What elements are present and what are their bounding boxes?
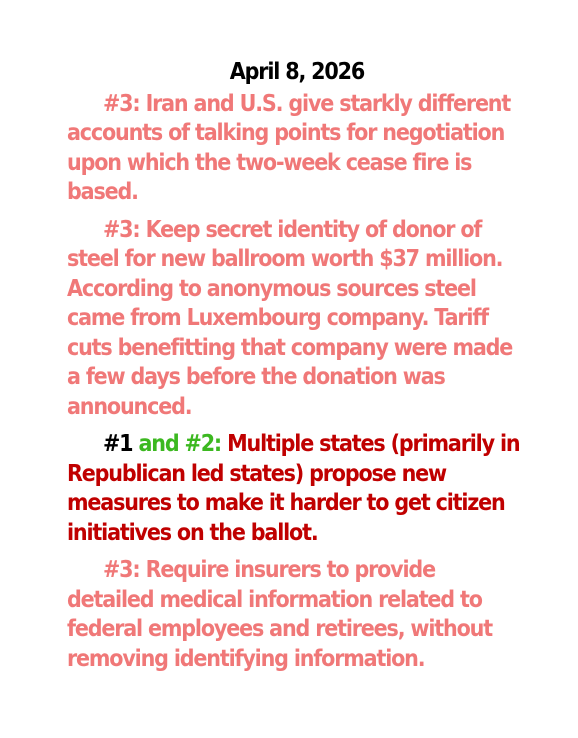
- entry-tag: #3:: [103, 216, 140, 243]
- entry-ballroom-steel: [67, 216, 527, 423]
- entry-tag-number: #1: [103, 431, 133, 457]
- entry-citizen-initiatives: [67, 430, 527, 548]
- entry-text: Require insurers to provide detailed medical information related to federal employees and retirees, without removing identifying information.: [67, 557, 492, 672]
- entry-iran-ceasefire: [67, 90, 527, 208]
- document-page: [67, 58, 527, 682]
- entry-insurers-medical: [67, 556, 527, 674]
- entry-tag: #3:: [103, 90, 140, 117]
- entry-text: Multiple states (primarily in Republican led states) propose new measures to make it harder to get citizen initiatives on the ballot.: [67, 431, 520, 546]
- entry-text: Keep secret identity of donor of steel for new ballroom worth $37 million. According to anonymous sources steel came from Luxembourg company. Tariff cuts benefitting that company were made a few days before the donation was announced.: [67, 216, 513, 420]
- entry-tag: #3:: [103, 557, 140, 583]
- entry-text: Iran and U.S. give starkly different accounts of talking points for negotiation upon which the two-week cease fire is based.: [67, 90, 511, 205]
- document-date: April 8, 2026: [229, 59, 365, 85]
- entry-tag-secondary: and #2:: [138, 431, 222, 457]
